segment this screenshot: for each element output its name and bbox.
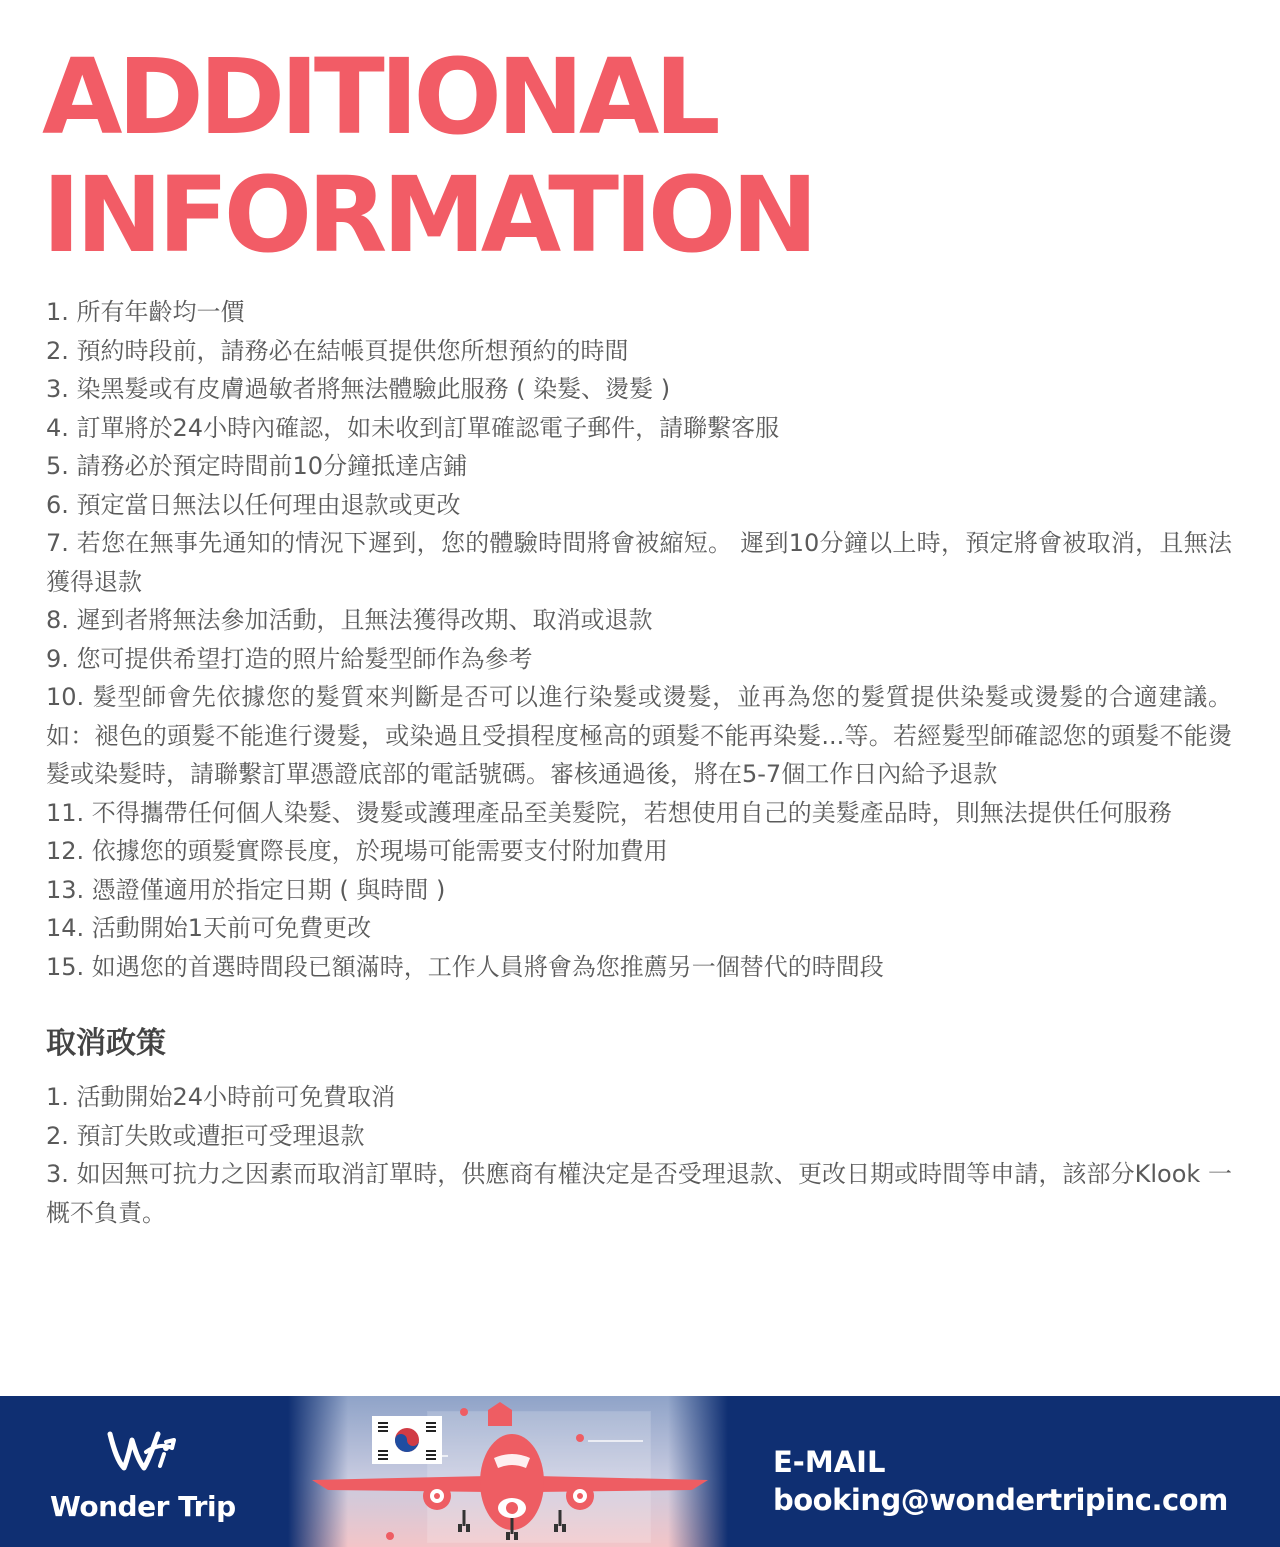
cancellation-policy-list	[46, 1078, 1232, 1232]
info-item: 15. 如遇您的首選時間段已額滿時，工作人員將會為您推薦另一個替代的時間段	[46, 952, 884, 981]
cancellation-policy-heading: 取消政策	[46, 1026, 166, 1061]
page-title-line-2: INFORMATION	[42, 154, 814, 276]
cancellation-item: 2. 預訂失敗或遭拒可受理退款	[46, 1121, 365, 1150]
footer-banner	[0, 1396, 1280, 1547]
info-item: 4. 訂單將於24小時內確認，如未收到訂單確認電子郵件，請聯繫客服	[46, 413, 780, 442]
info-item: 3. 染黑髮或有皮膚過敏者將無法體驗此服務 ( 染髮、燙髮 )	[46, 375, 671, 403]
additional-info-list	[46, 293, 1232, 986]
info-item: 8. 遲到者將無法參加活動，且無法獲得改期、取消或退款	[46, 606, 653, 634]
page-title-line-1: ADDITIONAL	[42, 36, 716, 158]
info-item: 1. 所有年齡均一價	[46, 298, 245, 326]
info-item: 12. 依據您的頭髮實際長度，於現場可能需要支付附加費用	[46, 837, 668, 865]
brand-name: Wonder Trip	[50, 1490, 236, 1523]
info-item: 10. 髮型師會先依據您的髮質來判斷是否可以進行染髮或燙髮，並再為您的髮質提供染髮或燙髮的合適建議。如：褪色的頭髮不能進行燙髮，或染過且受損程度極高的頭髮不能再染髮...等。若經髮型師確認您的頭髮不能燙髮或染髮時，請聯繫訂單憑證底部的電話號碼。審核通過後，將在5-7個工作日內給予退款	[46, 683, 1232, 788]
email-label: E-MAIL	[773, 1445, 886, 1479]
info-item: 13. 憑證僅適用於指定日期 ( 與時間 )	[46, 875, 446, 904]
info-item: 11. 不得攜帶任何個人染髮、燙髮或護理產品至美髮院，若想使用自己的美髮產品時，則無法提供任何服務	[46, 798, 1172, 827]
info-item: 6. 預定當日無法以任何理由退款或更改	[46, 490, 461, 519]
main-content	[46, 293, 1232, 1232]
info-item: 9. 您可提供希望打造的照片給髮型師作為參考	[46, 644, 533, 673]
cancellation-item: 1. 活動開始24小時前可免費取消	[46, 1083, 396, 1111]
cancellation-item: 3. 如因無可抗力之因素而取消訂單時，供應商有權決定是否受理退款、更改日期或時間等申請，該部分Klook 一概不負責。	[46, 1160, 1232, 1227]
brand-logo	[40, 1414, 260, 1534]
info-item: 14. 活動開始1天前可免費更改	[46, 914, 372, 942]
info-item: 2. 預約時段前，請務必在結帳頁提供您所想預約的時間	[46, 336, 629, 365]
info-item: 7. 若您在無事先通知的情況下遲到，您的體驗時間將會被縮短。 遲到10分鐘以上時，預定將會被取消，且無法獲得退款	[46, 529, 1232, 596]
page-title	[42, 38, 1242, 274]
info-item: 5. 請務必於預定時間前10分鐘抵達店鋪	[46, 452, 468, 480]
email-address[interactable]: booking@wondertripinc.com	[773, 1483, 1228, 1517]
wonder-trip-logo-icon	[102, 1422, 182, 1482]
airplane-korea-flag-illustration	[288, 1396, 728, 1547]
contact-block	[773, 1444, 1228, 1520]
